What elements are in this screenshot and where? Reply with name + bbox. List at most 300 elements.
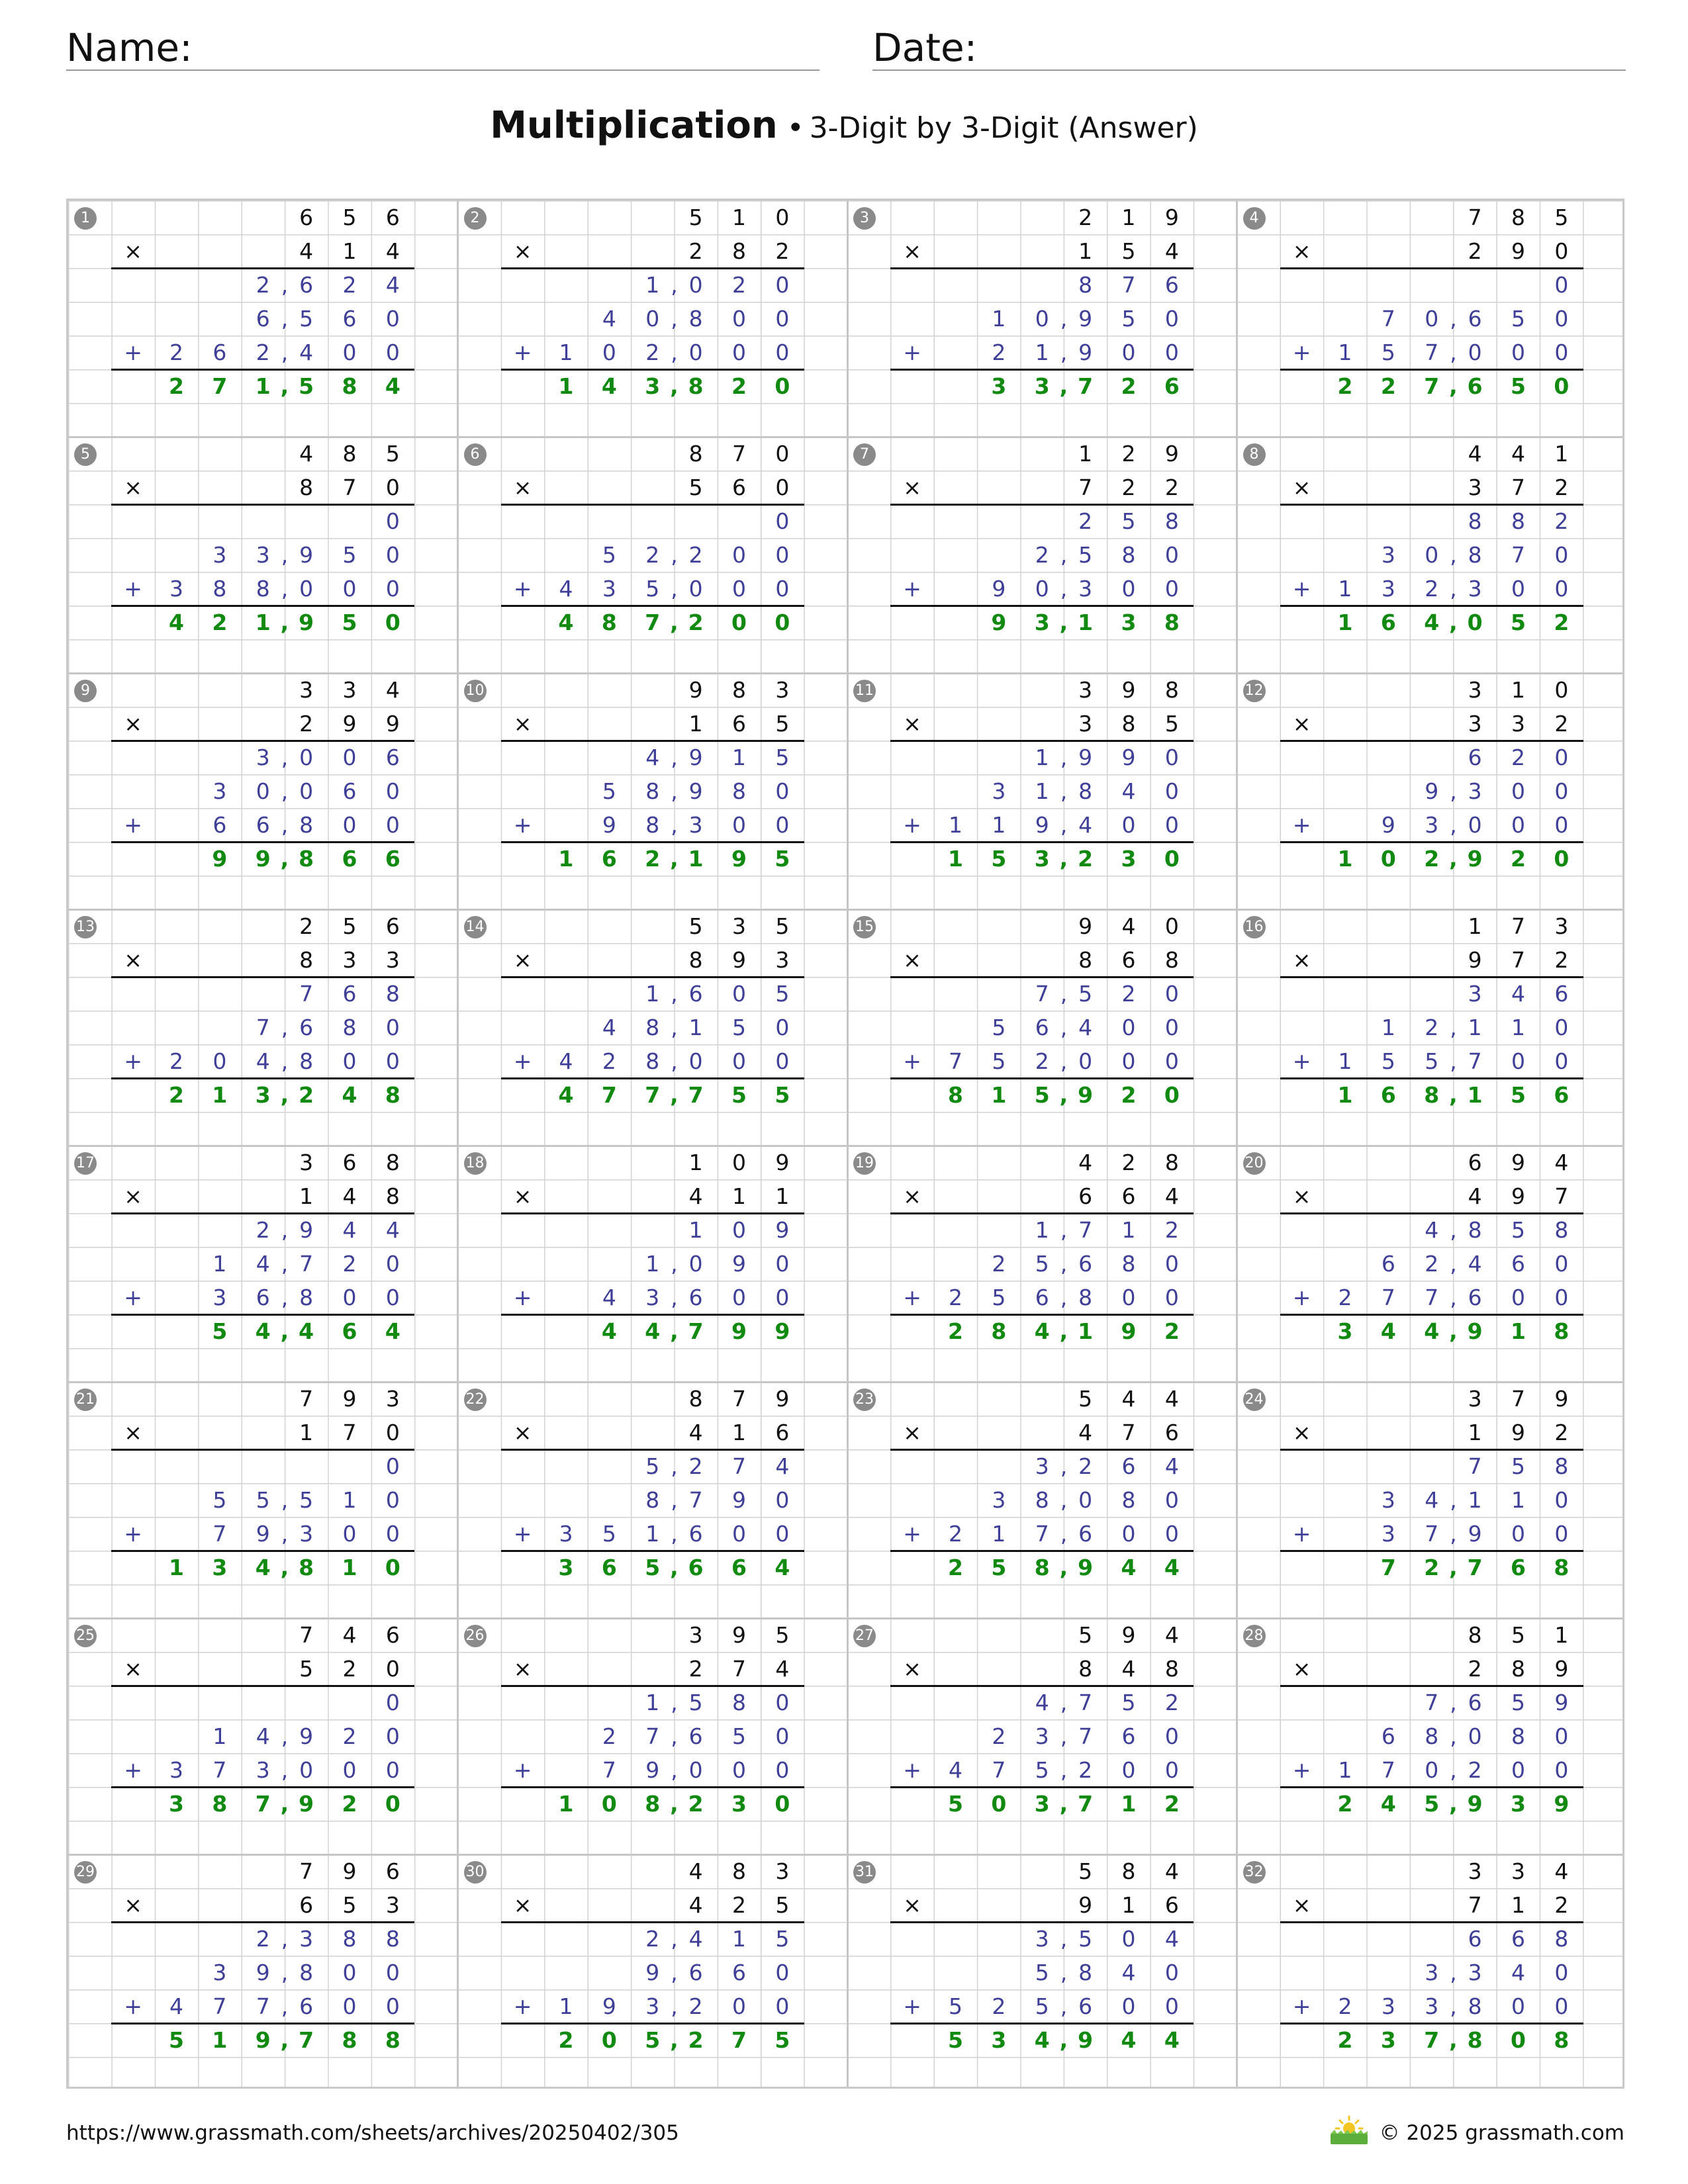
partial-product-digit: 2 <box>256 272 270 298</box>
partial-product-digit: 7 <box>1425 340 1439 365</box>
partial-product-digit: 7 <box>1468 1048 1482 1074</box>
multiplicand-digit: 4 <box>1554 1858 1569 1884</box>
partial-product-comma: , <box>1450 1757 1457 1783</box>
partial-product-digit: 2 <box>342 1251 357 1277</box>
partial-product-digit: 6 <box>256 812 270 838</box>
multiplier-digit: 2 <box>1554 475 1569 500</box>
plus-sign: + <box>513 812 532 838</box>
partial-product-digit: 4 <box>1121 778 1136 804</box>
plus-sign: + <box>903 1048 921 1074</box>
partial-product-digit: 0 <box>385 1690 400 1715</box>
multiplier-digit: 1 <box>342 238 357 264</box>
problem-block <box>1237 1146 1627 1382</box>
multiplicand-digit: 7 <box>1468 205 1482 230</box>
answer-digit: 8 <box>1554 1318 1570 1344</box>
partial-product-comma: , <box>1060 1453 1068 1479</box>
answer-digit: 4 <box>299 1318 314 1344</box>
partial-product-digit: 4 <box>256 1251 270 1277</box>
answer-digit: 9 <box>1467 1318 1483 1344</box>
times-sign: × <box>124 1656 142 1682</box>
problem-number-badge: 2 <box>464 207 487 230</box>
partial-product-digit: 0 <box>775 306 790 332</box>
date-field[interactable] <box>872 23 1626 71</box>
partial-product-digit: 3 <box>1425 1960 1439 1985</box>
times-sign: × <box>1292 475 1311 500</box>
multiplicand-digit: 7 <box>732 1386 747 1412</box>
partial-product-digit: 0 <box>1468 340 1482 365</box>
answer-digit: 5 <box>1034 1082 1050 1108</box>
partial-product-digit: 8 <box>385 1926 400 1952</box>
partial-product-digit: 7 <box>602 1757 616 1783</box>
times-sign: × <box>513 711 532 737</box>
answer-digit: 3 <box>212 1555 228 1580</box>
partial-product-digit: 1 <box>1468 1015 1482 1040</box>
partial-product-digit: 8 <box>1468 1217 1482 1243</box>
multiplicand-digit: 1 <box>1554 1622 1569 1648</box>
answer-digit: 6 <box>1554 1082 1570 1108</box>
partial-product-digit: 0 <box>1511 576 1526 602</box>
answer-digit: 3 <box>1380 2027 1396 2053</box>
partial-product-digit: 1 <box>948 812 962 838</box>
partial-product-digit: 7 <box>1121 272 1136 298</box>
partial-product-comma: , <box>1450 1251 1457 1277</box>
problem-block <box>458 437 848 673</box>
answer-comma: , <box>1059 2027 1068 2053</box>
answer-digit: 8 <box>1424 1082 1440 1108</box>
partial-product-digit: 1 <box>645 272 660 298</box>
partial-product-digit: 7 <box>992 1757 1006 1783</box>
partial-product-comma: , <box>281 1960 289 1985</box>
multiplicand-digit: 1 <box>1554 441 1569 467</box>
partial-product-digit: 2 <box>1511 745 1526 770</box>
partial-product-digit: 1 <box>1035 1217 1049 1243</box>
partial-product-comma: , <box>281 542 289 568</box>
problem-number-badge: 16 <box>1243 916 1266 938</box>
multiplier-digit: 8 <box>299 947 314 973</box>
partial-product-comma: , <box>671 542 678 568</box>
partial-product-comma: , <box>1060 1048 1068 1074</box>
partial-product-digit: 3 <box>559 1521 573 1547</box>
plus-sign: + <box>124 576 142 602</box>
name-field[interactable] <box>66 23 820 71</box>
multiplicand-digit: 2 <box>1121 441 1136 467</box>
partial-product-comma: , <box>1060 1690 1068 1715</box>
answer-comma: , <box>1449 2027 1458 2053</box>
answer-digit: 2 <box>645 846 661 872</box>
multiplicand-digit: 4 <box>385 677 400 703</box>
multiplicand-digit: 3 <box>299 677 314 703</box>
partial-product-digit: 3 <box>212 1285 227 1310</box>
partial-product-digit: 8 <box>645 778 660 804</box>
answer-digit: 8 <box>299 1555 314 1580</box>
partial-product-comma: , <box>1060 1285 1068 1310</box>
partial-product-digit: 1 <box>645 1251 660 1277</box>
partial-product-digit: 6 <box>688 1285 703 1310</box>
multiplier-digit: 1 <box>1468 1420 1482 1445</box>
partial-product-digit: 3 <box>1468 981 1482 1007</box>
answer-digit: 0 <box>1164 1082 1180 1108</box>
partial-product-digit: 1 <box>1035 745 1049 770</box>
multiplier-digit: 3 <box>385 947 400 973</box>
problem-number-badge: 31 <box>853 1861 876 1884</box>
answer-comma: , <box>280 2027 289 2053</box>
partial-product-digit: 8 <box>1554 1217 1569 1243</box>
answer-digit: 1 <box>1337 610 1353 635</box>
partial-product-digit: 0 <box>1554 542 1569 568</box>
multiplicand-digit: 1 <box>732 205 747 230</box>
footer-copyright: © 2025 grassmath.com <box>1379 2121 1624 2145</box>
partial-product-digit: 2 <box>1164 1690 1179 1715</box>
partial-product-digit: 0 <box>1511 1048 1526 1074</box>
partial-product-digit: 9 <box>1078 340 1093 365</box>
times-sign: × <box>124 1420 142 1445</box>
partial-product-comma: , <box>671 1015 678 1040</box>
page-title <box>0 104 1688 147</box>
multiplier-digit: 4 <box>1164 238 1179 264</box>
partial-product-digit: 0 <box>602 340 616 365</box>
multiplier-digit: 2 <box>1554 1420 1569 1445</box>
partial-product-digit: 2 <box>169 1048 183 1074</box>
partial-product-comma: , <box>1060 1723 1068 1749</box>
multiplicand-digit: 2 <box>1078 205 1093 230</box>
answer-digit: 4 <box>342 1082 357 1108</box>
multiplier-digit: 4 <box>688 1183 703 1209</box>
answer-digit: 4 <box>601 373 617 399</box>
partial-product-digit: 1 <box>212 1723 227 1749</box>
partial-product-digit: 8 <box>299 1285 314 1310</box>
answer-digit: 2 <box>299 1082 314 1108</box>
partial-product-digit: 4 <box>1164 1926 1179 1952</box>
partial-product-comma: , <box>281 272 289 298</box>
multiplicand-digit: 5 <box>342 205 357 230</box>
partial-product-digit: 0 <box>1554 745 1569 770</box>
multiplier-digit: 9 <box>385 711 400 737</box>
answer-digit: 1 <box>947 846 963 872</box>
answer-digit: 0 <box>601 1791 617 1817</box>
answer-digit: 3 <box>731 1791 747 1817</box>
plus-sign: + <box>903 576 921 602</box>
partial-product-digit: 0 <box>732 812 747 838</box>
partial-product-digit: 0 <box>1425 542 1439 568</box>
partial-product-digit: 9 <box>688 778 703 804</box>
partial-product-digit: 3 <box>212 778 227 804</box>
answer-digit: 2 <box>688 1791 704 1817</box>
partial-product-digit: 0 <box>732 981 747 1007</box>
partial-product-digit: 0 <box>1164 1521 1179 1547</box>
partial-product-comma: , <box>281 1723 289 1749</box>
answer-digit: 1 <box>1078 610 1094 635</box>
answer-digit: 1 <box>1337 846 1353 872</box>
answer-digit: 9 <box>731 846 747 872</box>
times-sign: × <box>513 1183 532 1209</box>
multiplier-digit: 8 <box>1511 1656 1526 1682</box>
partial-product-digit: 0 <box>342 812 357 838</box>
partial-product-digit: 0 <box>775 1015 790 1040</box>
plus-sign: + <box>1292 340 1311 365</box>
multiplicand-digit: 5 <box>775 913 790 939</box>
multiplicand-digit: 6 <box>385 1622 400 1648</box>
partial-product-comma: , <box>671 1690 678 1715</box>
partial-product-comma: , <box>671 1757 678 1783</box>
multiplier-digit: 7 <box>1468 1892 1482 1918</box>
partial-product-digit: 7 <box>299 1251 314 1277</box>
partial-product-digit: 4 <box>948 1757 962 1783</box>
partial-product-digit: 0 <box>342 1048 357 1074</box>
partial-product-digit: 2 <box>602 1048 616 1074</box>
plus-sign: + <box>1292 1757 1311 1783</box>
partial-product-digit: 6 <box>1078 1993 1093 2019</box>
partial-product-digit: 8 <box>1468 542 1482 568</box>
times-sign: × <box>903 711 921 737</box>
problem-number-badge: 25 <box>74 1625 97 1647</box>
multiplicand-digit: 7 <box>1511 913 1526 939</box>
multiplicand-digit: 5 <box>688 205 703 230</box>
multiplicand-digit: 3 <box>1468 1386 1482 1412</box>
partial-product-digit: 0 <box>1164 1487 1179 1513</box>
grass-sun-logo-icon <box>1329 2114 1369 2146</box>
partial-product-digit: 0 <box>1554 272 1569 298</box>
partial-product-digit: 7 <box>1425 1285 1439 1310</box>
multiplicand-digit: 5 <box>385 441 400 467</box>
answer-digit: 8 <box>385 1082 400 1108</box>
partial-product-digit: 4 <box>1425 1487 1439 1513</box>
partial-product-digit: 0 <box>385 542 400 568</box>
answer-digit: 0 <box>774 373 790 399</box>
partial-product-digit: 0 <box>1078 1487 1093 1513</box>
answer-digit: 6 <box>601 1555 617 1580</box>
multiplier-digit: 3 <box>1468 711 1482 737</box>
answer-digit: 5 <box>299 373 314 399</box>
partial-product-digit: 0 <box>645 306 660 332</box>
times-sign: × <box>1292 1656 1311 1682</box>
multiplier-digit: 0 <box>1554 238 1569 264</box>
partial-product-digit: 5 <box>1035 1251 1049 1277</box>
partial-product-digit: 0 <box>732 1993 747 2019</box>
partial-product-digit: 6 <box>1035 1015 1049 1040</box>
partial-product-digit: 0 <box>775 340 790 365</box>
partial-product-comma: , <box>1060 576 1068 602</box>
multiplier-digit: 2 <box>775 238 790 264</box>
multiplicand-digit: 4 <box>1121 913 1136 939</box>
answer-digit: 2 <box>1424 846 1440 872</box>
partial-product-digit: 0 <box>732 1757 747 1783</box>
multiplier-digit: 2 <box>1121 475 1136 500</box>
partial-product-digit: 6 <box>1511 1251 1526 1277</box>
partial-product-digit: 2 <box>645 340 660 365</box>
plus-sign: + <box>1292 576 1311 602</box>
times-sign: × <box>1292 1420 1311 1445</box>
times-sign: × <box>903 1892 921 1918</box>
partial-product-digit: 5 <box>992 1048 1006 1074</box>
answer-digit: 3 <box>1034 373 1050 399</box>
problem-number-badge: 5 <box>74 443 97 466</box>
answer-digit: 9 <box>991 610 1007 635</box>
answer-digit: 2 <box>1511 846 1526 872</box>
partial-product-digit: 7 <box>212 1757 227 1783</box>
title-main: Multiplication <box>490 104 778 147</box>
plus-sign: + <box>124 1521 142 1547</box>
multiplier-digit: 1 <box>732 1420 747 1445</box>
answer-digit: 1 <box>688 846 704 872</box>
answer-digit: 0 <box>1380 846 1396 872</box>
answer-digit: 7 <box>299 2027 314 2053</box>
answer-digit: 4 <box>1164 1555 1180 1580</box>
multiplicand-digit: 0 <box>775 205 790 230</box>
plus-sign: + <box>903 1757 921 1783</box>
answer-comma: , <box>280 373 289 399</box>
multiplier-digit: 7 <box>732 1656 747 1682</box>
partial-product-digit: 1 <box>559 1993 573 2019</box>
partial-product-digit: 6 <box>256 306 270 332</box>
answer-digit: 4 <box>558 610 574 635</box>
plus-sign: + <box>124 1048 142 1074</box>
answer-digit: 0 <box>1467 610 1483 635</box>
multiplier-digit: 4 <box>775 1656 790 1682</box>
plus-sign: + <box>1292 1048 1311 1074</box>
answer-digit: 2 <box>1121 373 1137 399</box>
answer-digit: 9 <box>1467 1791 1483 1817</box>
partial-product-comma: , <box>1060 340 1068 365</box>
answer-digit: 2 <box>1164 1318 1180 1344</box>
partial-product-digit: 0 <box>1511 812 1526 838</box>
times-sign: × <box>124 1892 142 1918</box>
problem-number-badge: 28 <box>1243 1625 1266 1647</box>
partial-product-digit: 0 <box>1164 1048 1179 1074</box>
partial-product-digit: 9 <box>1554 1690 1569 1715</box>
partial-product-digit: 2 <box>1425 1251 1439 1277</box>
answer-digit: 8 <box>1467 2027 1483 2053</box>
partial-product-digit: 8 <box>1511 508 1526 534</box>
partial-product-digit: 0 <box>775 542 790 568</box>
product-rule-line <box>111 504 414 506</box>
partial-product-digit: 0 <box>775 272 790 298</box>
multiplier-digit: 1 <box>299 1420 314 1445</box>
multiplicand-digit: 0 <box>732 1150 747 1175</box>
plus-sign: + <box>513 340 532 365</box>
multiplicand-digit: 1 <box>1078 441 1093 467</box>
answer-digit: 5 <box>1424 1791 1440 1817</box>
partial-product-digit: 7 <box>212 1993 227 2019</box>
date-label: Date: <box>872 25 978 70</box>
multiplicand-digit: 4 <box>1164 1622 1179 1648</box>
partial-product-digit: 0 <box>1121 812 1136 838</box>
partial-product-digit: 5 <box>775 981 790 1007</box>
partial-product-digit: 0 <box>688 340 703 365</box>
multiplicand-digit: 9 <box>1078 913 1093 939</box>
partial-product-digit: 0 <box>299 778 314 804</box>
problem-block <box>458 201 848 437</box>
partial-product-digit: 5 <box>732 1015 747 1040</box>
multiplicand-digit: 5 <box>1078 1858 1093 1884</box>
partial-product-comma: , <box>671 981 678 1007</box>
partial-product-digit: 0 <box>1164 812 1179 838</box>
plus-sign: + <box>903 1521 921 1547</box>
partial-product-digit: 7 <box>1078 1690 1093 1715</box>
multiplier-digit: 7 <box>1511 947 1526 973</box>
partial-product-comma: , <box>1060 1926 1068 1952</box>
problem-block <box>458 1854 848 2091</box>
times-sign: × <box>1292 1183 1311 1209</box>
problem-number-badge: 11 <box>853 680 876 702</box>
partial-product-digit: 0 <box>775 508 790 534</box>
partial-product-comma: , <box>1450 306 1457 332</box>
answer-digit: 4 <box>1164 2027 1180 2053</box>
answer-digit: 9 <box>774 1318 790 1344</box>
partial-product-digit: 3 <box>1078 576 1093 602</box>
partial-product-digit: 0 <box>385 812 400 838</box>
partial-product-digit: 1 <box>1511 1015 1526 1040</box>
partial-product-digit: 5 <box>1511 1217 1526 1243</box>
partial-product-digit: 4 <box>775 1453 790 1479</box>
answer-digit: 9 <box>731 1318 747 1344</box>
partial-product-digit: 0 <box>1164 778 1179 804</box>
partial-product-digit: 0 <box>1554 1015 1569 1040</box>
partial-product-digit: 2 <box>992 1723 1006 1749</box>
answer-digit: 6 <box>342 1318 357 1344</box>
times-sign: × <box>1292 1892 1311 1918</box>
partial-product-digit: 0 <box>1078 1048 1093 1074</box>
answer-digit: 4 <box>774 1555 790 1580</box>
answer-digit: 3 <box>168 1791 184 1817</box>
partial-product-digit: 6 <box>1164 272 1179 298</box>
problem-number-badge: 12 <box>1243 680 1266 702</box>
answer-digit: 2 <box>1337 1791 1353 1817</box>
multiplicand-digit: 8 <box>1121 1858 1136 1884</box>
partial-product-digit: 4 <box>559 576 573 602</box>
multiplicand-digit: 4 <box>342 1622 357 1648</box>
partial-product-comma: , <box>1450 340 1457 365</box>
answer-digit: 3 <box>1511 1791 1526 1817</box>
multiplier-digit: 8 <box>1078 1656 1093 1682</box>
multiplier-digit: 3 <box>1078 711 1093 737</box>
multiplier-digit: 9 <box>1078 1892 1093 1918</box>
problem-number-badge: 30 <box>464 1861 487 1884</box>
answer-digit: 5 <box>168 2027 184 2053</box>
answer-comma: , <box>280 610 289 635</box>
partial-product-digit: 4 <box>256 1048 270 1074</box>
partial-product-digit: 0 <box>256 778 270 804</box>
partial-product-digit: 0 <box>1511 340 1526 365</box>
partial-product-digit: 3 <box>299 1926 314 1952</box>
plus-sign: + <box>124 1993 142 2019</box>
answer-digit: 6 <box>1164 373 1180 399</box>
problem-number-badge: 32 <box>1243 1861 1266 1884</box>
partial-product-digit: 8 <box>342 1015 357 1040</box>
problem-number-badge: 15 <box>853 916 876 938</box>
partial-product-digit: 3 <box>1035 1723 1049 1749</box>
answer-digit: 0 <box>1164 846 1180 872</box>
partial-product-digit: 4 <box>688 1926 703 1952</box>
partial-product-digit: 4 <box>1164 1453 1179 1479</box>
partial-product-comma: , <box>1450 1487 1457 1513</box>
answer-digit: 8 <box>1554 1555 1570 1580</box>
partial-product-comma: , <box>1060 1757 1068 1783</box>
partial-product-digit: 2 <box>1554 508 1569 534</box>
partial-product-digit: 2 <box>342 1723 357 1749</box>
partial-product-comma: , <box>671 1487 678 1513</box>
partial-product-digit: 6 <box>299 1015 314 1040</box>
partial-product-digit: 5 <box>1035 1960 1049 1985</box>
partial-product-digit: 7 <box>1078 1217 1093 1243</box>
partial-product-digit: 0 <box>1164 1285 1179 1310</box>
partial-product-digit: 2 <box>1425 1015 1439 1040</box>
multiplier-digit: 9 <box>732 947 747 973</box>
partial-product-digit: 0 <box>1511 1993 1526 2019</box>
multiplicand-digit: 3 <box>732 913 747 939</box>
title-subtitle: 3-Digit by 3-Digit (Answer) <box>809 111 1198 145</box>
multiplier-digit: 8 <box>299 475 314 500</box>
answer-digit: 4 <box>1121 1555 1137 1580</box>
